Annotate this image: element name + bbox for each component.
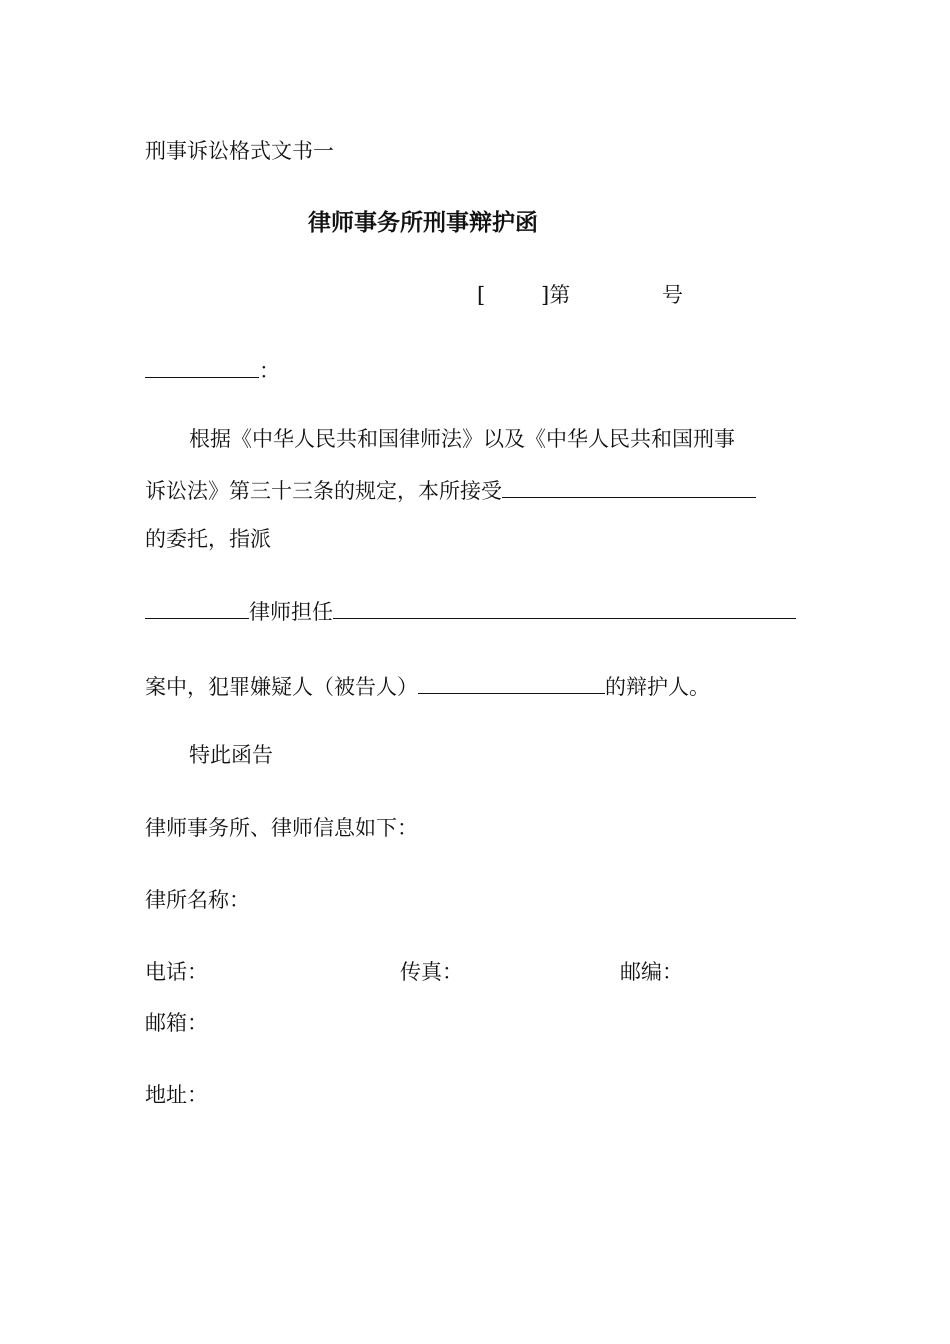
paragraph1-line2: [145, 475, 756, 506]
addressee-colon: ：: [259, 359, 280, 383]
paragraph2-line: [145, 596, 796, 627]
case-name-blank: [333, 596, 796, 619]
client-blank: [502, 475, 756, 498]
closing-text: 特此函告: [189, 743, 273, 767]
phone-label: 电话：: [145, 960, 208, 984]
document-heading: 刑事诉讼格式文书一: [145, 139, 334, 163]
paragraph3-prefix: 案中，犯罪嫌疑人（被告人）: [145, 675, 418, 699]
firm-name-label: 律所名称：: [145, 888, 250, 912]
paragraph3-suffix: 的辩护人。: [605, 675, 710, 699]
paragraph1-line2-text: 诉讼法》第三十三条的规定，本所接受: [145, 479, 502, 503]
case-number-suffix: 号: [662, 283, 683, 307]
postcode-label: 邮编：: [620, 960, 683, 984]
paragraph1-line1: 根据《中华人民共和国律师法》以及《中华人民共和国刑事: [189, 427, 735, 451]
address-label: 地址：: [145, 1083, 208, 1107]
addressee-line: [145, 355, 280, 386]
lawyer-text: 律师担任: [249, 600, 333, 624]
fax-label: 传真：: [400, 960, 463, 984]
case-number-open-bracket: [: [477, 283, 486, 307]
info-heading: 律师事务所、律师信息如下：: [145, 816, 418, 840]
suspect-blank: [418, 671, 605, 694]
lawyer-blank: [145, 596, 249, 619]
email-label: 邮箱：: [145, 1011, 208, 1035]
paragraph3-line: [145, 671, 710, 702]
paragraph1-line3: 的委托，指派: [145, 527, 271, 551]
document-title: 律师事务所刑事辩护函: [308, 209, 538, 236]
addressee-blank: [145, 355, 259, 378]
case-number-prefix: ]第: [541, 283, 571, 307]
